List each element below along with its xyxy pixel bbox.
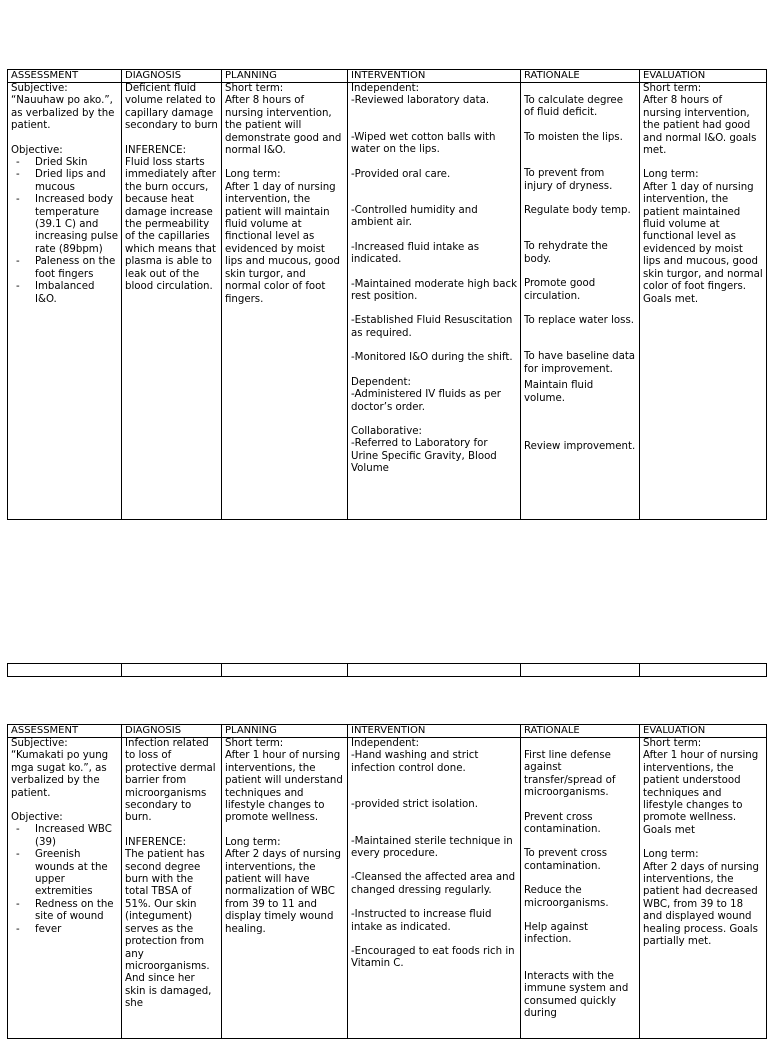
rationale-item: Promote good circulation. — [524, 278, 596, 302]
objective-item: - Increased body temperature (39.1 C) and increasing pulse rate (89bpm) — [35, 194, 118, 256]
intervention-item: -Encouraged to eat foods rich in Vitamin C. — [351, 946, 515, 970]
intervention-item: -Controlled humidity and ambient air. — [351, 205, 478, 229]
inference-text: Fluid loss starts immediately after the burn occurs, because heat damage increase the permeability of the capillaries which means that plasma is able to leak out of the blood circulation. — [125, 157, 217, 293]
header-evaluation: EVALUATION — [640, 725, 767, 738]
header-planning: PLANNING — [222, 70, 348, 83]
objective-item: - Redness on the site of wound — [35, 899, 118, 924]
intervention-item: -Referred to Laboratory for Urine Specific Gravity, Blood Volume — [351, 438, 497, 475]
intervention-cell — [348, 738, 521, 1039]
intervention-item: -provided strict isolation. — [351, 799, 478, 811]
empty-cell — [8, 664, 122, 677]
short-term-label: Short term: — [643, 738, 702, 749]
objective-item: - fever — [35, 924, 118, 936]
empty-row — [8, 664, 767, 677]
collaborative-label: Collaborative: — [351, 425, 422, 437]
header-diagnosis: DIAGNOSIS — [122, 70, 222, 83]
rationale-item: To prevent cross contamination. — [524, 848, 608, 872]
empty-cell — [122, 664, 222, 677]
care-plan-table-fluid-volume — [7, 69, 767, 520]
rationale-item: Review improvement. — [524, 441, 636, 453]
empty-cell — [348, 664, 521, 677]
header-assessment: ASSESSMENT — [8, 725, 122, 738]
rationale-item: Maintain fluid volume. — [524, 380, 594, 404]
intervention-item: -Wiped wet cotton balls with water on the lips. — [351, 131, 496, 156]
long-term-label: Long term: — [225, 836, 281, 848]
objective-item: - Dried Skin — [35, 157, 118, 169]
planning-cell — [222, 738, 348, 1039]
dependent-label: Dependent: — [351, 376, 411, 388]
intervention-item: -Maintained moderate high back rest position. — [351, 278, 517, 303]
diagnosis-cell — [122, 738, 222, 1039]
header-rationale: RATIONALE — [521, 70, 640, 83]
empty-cell — [521, 664, 640, 677]
intervention-item: -Maintained sterile technique in every procedure. — [351, 835, 513, 860]
long-term-text: After 2 days of nursing interventions, the patient will have normalization of WBC from 39 to 11 and display timely wound healing. — [225, 849, 341, 935]
header-evaluation: EVALUATION — [640, 70, 767, 83]
short-term-text: After 8 hours of nursing intervention, the patient had good and normal I&O. goals met. — [643, 95, 757, 157]
assessment-cell — [8, 83, 122, 520]
objective-list — [11, 157, 118, 306]
subjective-label: Subjective: — [11, 738, 68, 749]
objective-label: Objective: — [11, 812, 63, 824]
empty-table-row — [7, 663, 767, 677]
objective-item: - Greenish wounds at the upper extremities — [35, 849, 118, 899]
header-intervention: INTERVENTION — [348, 70, 521, 83]
rationale-item: Reduce the microorganisms. — [524, 885, 609, 909]
rationale-cell — [521, 738, 640, 1039]
intervention-item: -Reviewed laboratory data. — [351, 95, 490, 107]
empty-cell — [222, 664, 348, 677]
evaluation-cell — [640, 83, 767, 520]
intervention-item: -Instructed to increase fluid intake as indicated. — [351, 909, 492, 933]
long-term-text: After 1 day of nursing intervention, the patient maintained fluid volume at functional level as evidenced by moist lips and mucous, good skin turgor, and normal color of foot fingers. Goals met. — [643, 181, 763, 305]
header-diagnosis: DIAGNOSIS — [122, 725, 222, 738]
rationale-item: Prevent cross contamination. — [524, 811, 601, 836]
header-assessment: ASSESSMENT — [8, 70, 122, 83]
objective-item: - Dried lips and mucous — [35, 169, 118, 194]
intervention-item: -Monitored I&O during the shift. — [351, 352, 513, 364]
objective-item: - Imbalanced I&O. — [35, 281, 118, 306]
table-header-row — [8, 70, 767, 83]
rationale-item: Help against infection. — [524, 922, 589, 946]
rationale-cell — [521, 83, 640, 520]
evaluation-cell — [640, 738, 767, 1039]
independent-label: Independent: — [351, 738, 420, 749]
long-term-label: Long term: — [643, 849, 699, 861]
diagnosis-text: Infection related to loss of protective dermal barrier from microorganisms secondary to burn. — [125, 738, 216, 824]
empty-cell — [640, 664, 767, 677]
header-intervention: INTERVENTION — [348, 725, 521, 738]
long-term-label: Long term: — [225, 169, 281, 181]
long-term-label: Long term: — [643, 169, 699, 181]
long-term-text: After 1 day of nursing intervention, the patient will maintain fluid volume at finctional level as evidenced by moist lips and mucous, good skin turgor, and normal color of foot fingers. — [225, 181, 340, 305]
rationale-item: To have baseline data for improvement. — [524, 351, 636, 375]
rationale-item: To calculate degree of fluid deficit. — [524, 95, 623, 119]
intervention-item: -Increased fluid intake as indicated. — [351, 241, 480, 266]
short-term-text: After 1 hour of nursing interventions, the patient understood techniques and lifestyle changes to promote wellness. Goals met — [643, 750, 759, 836]
intervention-item: -Provided oral care. — [351, 168, 451, 180]
long-term-text: After 2 days of nursing interventions, the patient had decreased WBC, from 39 to 18 and displayed wound healing process. Goals partially met. — [643, 861, 759, 948]
rationale-item: Interacts with the immune system and consumed quickly during — [524, 970, 629, 1020]
objective-list — [11, 824, 118, 936]
table-body-row — [8, 738, 767, 1039]
rationale-item: To replace water loss. — [524, 315, 635, 327]
short-term-label: Short term: — [643, 83, 702, 94]
assessment-cell — [8, 738, 122, 1039]
intervention-item: -Hand washing and strict infection control done. — [351, 750, 479, 774]
care-plan-table-infection — [7, 724, 767, 1039]
objective-item: - Paleness on the foot fingers — [35, 256, 118, 281]
header-rationale: RATIONALE — [521, 725, 640, 738]
rationale-item: To rehydrate the body. — [524, 241, 608, 265]
subjective-text: “Kumakati po yung mga sugat ko.”, as verbalized by the patient. — [11, 750, 109, 799]
intervention-item: -Administered IV fluids as per doctor’s order. — [351, 389, 501, 413]
table-body-row — [8, 83, 767, 520]
table-header-row — [8, 725, 767, 738]
rationale-item: Regulate body temp. — [524, 205, 631, 217]
header-planning: PLANNING — [222, 725, 348, 738]
rationale-item: To prevent from injury of dryness. — [524, 168, 613, 192]
independent-label: Independent: — [351, 83, 420, 94]
diagnosis-cell — [122, 83, 222, 520]
short-term-text: After 8 hours of nursing intervention, the patient will demonstrate good and normal I&O. — [225, 95, 342, 157]
planning-cell — [222, 83, 348, 520]
diagnosis-text: Deficient fluid volume related to capillary damage secondary to burn — [125, 83, 218, 132]
subjective-text: “Nauuhaw po ako.”, as verbalized by the patient. — [11, 95, 115, 132]
inference-label: INFERENCE: — [125, 144, 187, 156]
intervention-item: -Cleansed the affected area and changed dressing regularly. — [351, 872, 516, 896]
intervention-item: -Established Fluid Resuscitation as required. — [351, 315, 513, 339]
short-term-label: Short term: — [225, 83, 284, 94]
subjective-label: Subjective: — [11, 83, 68, 94]
objective-label: Objective: — [11, 144, 63, 156]
objective-item: - Increased WBC (39) — [35, 824, 118, 849]
short-term-text: After 1 hour of nursing interventions, the patient will understand techniques and lifestyle changes to promote wellness. — [225, 750, 343, 824]
rationale-item: To moisten the lips. — [524, 131, 623, 143]
rationale-item: First line defense against transfer/spread of microorganisms. — [524, 750, 616, 799]
inference-label: INFERENCE: — [125, 836, 187, 848]
intervention-cell — [348, 83, 521, 520]
short-term-label: Short term: — [225, 738, 284, 749]
inference-text: The patient has second degree burn with the total TBSA of 51%. Our skin (integument) serves as the protection from any microorganisms. And since her skin is damaged, she — [125, 849, 212, 1010]
